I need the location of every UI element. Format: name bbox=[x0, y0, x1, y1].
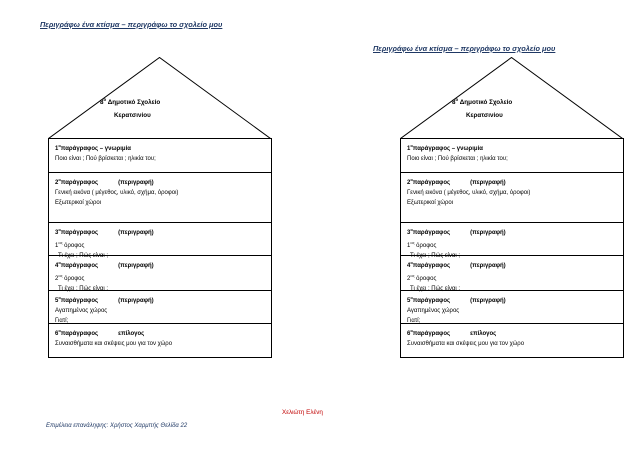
paragraph-subheading: (περιγραφή) bbox=[118, 180, 154, 186]
paragraph-heading-text: παράγραφος bbox=[60, 331, 99, 337]
school-place: Κερατσινίου bbox=[114, 112, 151, 120]
paragraph-heading bbox=[407, 225, 618, 238]
paragraph-ordinal: ο bbox=[410, 227, 413, 232]
paragraph-subheading: (περιγραφή) bbox=[470, 263, 506, 269]
paragraph-ordinal: ο bbox=[58, 227, 61, 232]
floor-label bbox=[407, 238, 618, 251]
floor-number: 2 bbox=[407, 276, 411, 282]
paragraph-content bbox=[49, 139, 271, 164]
paragraph-line: Τι έχει ; Πώς είναι ; bbox=[410, 286, 460, 292]
paragraph-box bbox=[400, 256, 624, 291]
school-number-ordinal: ο bbox=[103, 97, 107, 102]
paragraph-ordinal: ο bbox=[58, 143, 61, 148]
paragraph-content bbox=[49, 256, 271, 294]
paragraph-line: Ποιο είναι ; Πού βρίσκεται ; ηλικία του; bbox=[55, 156, 156, 162]
paragraph-number: 6 bbox=[55, 331, 59, 337]
paragraph-heading bbox=[55, 141, 266, 154]
floor-ordinal: ος bbox=[58, 240, 63, 245]
paragraph-number: 5 bbox=[55, 298, 59, 304]
paragraph-heading-text: παράγραφος bbox=[412, 263, 451, 269]
paragraph-heading-text: παράγραφος bbox=[60, 180, 99, 186]
floor-label bbox=[55, 271, 266, 284]
paragraph-subheading: (περιγραφή) bbox=[118, 230, 154, 236]
paragraph-heading-text: παράγραφος – γνωριμία bbox=[60, 146, 131, 152]
paragraph-heading bbox=[55, 326, 266, 339]
paragraph-box bbox=[400, 138, 624, 173]
paragraph-box bbox=[400, 291, 624, 324]
paragraph-heading-text: παράγραφος bbox=[412, 180, 451, 186]
floor-ordinal: ος bbox=[410, 273, 415, 278]
paragraph-ordinal: ο bbox=[410, 260, 413, 265]
floor-number: 1 bbox=[407, 243, 411, 249]
paragraph-subheading: (περιγραφή) bbox=[118, 263, 154, 269]
paragraph-heading-text: παράγραφος bbox=[60, 298, 99, 304]
paragraph-heading bbox=[407, 293, 618, 306]
paragraph-number: 1 bbox=[407, 146, 411, 152]
paragraph-heading bbox=[407, 141, 618, 154]
paragraph-number: 2 bbox=[55, 180, 59, 186]
paragraph-heading-text: παράγραφος bbox=[412, 331, 451, 337]
paragraph-box bbox=[48, 256, 272, 291]
school-number: 8 bbox=[452, 99, 456, 107]
paragraph-heading bbox=[407, 326, 618, 339]
paragraph-number: 4 bbox=[55, 263, 59, 269]
paragraph-subheading: (περιγραφή) bbox=[470, 230, 506, 236]
paragraph-line: Γιατί; bbox=[55, 318, 69, 324]
paragraph-line: Τι έχει ; Πώς είναι ; bbox=[58, 286, 108, 292]
paragraph-subheading: (περιγραφή) bbox=[470, 180, 506, 186]
floor-number: 1 bbox=[55, 243, 59, 249]
paragraph-ordinal: ο bbox=[410, 143, 413, 148]
floor-label bbox=[55, 238, 266, 251]
paragraph-content bbox=[401, 256, 623, 294]
paragraph-ordinal: ο bbox=[58, 177, 61, 182]
paragraph-number: 4 bbox=[407, 263, 411, 269]
paragraph-ordinal: ο bbox=[58, 260, 61, 265]
paragraph-subheading: (περιγραφή) bbox=[118, 298, 154, 304]
paragraph-line: Γενική εικόνα ( μέγεθος, υλικό, σχήμα, όροφοι) bbox=[407, 190, 531, 196]
school-place: Κερατσινίου bbox=[466, 112, 503, 120]
paragraph-content bbox=[401, 324, 623, 349]
school-name: Δημοτικό Σχολείο bbox=[107, 99, 161, 107]
floor-text: όροφος bbox=[64, 243, 85, 249]
floor-ordinal: ος bbox=[58, 273, 63, 278]
paragraph-content bbox=[49, 291, 271, 326]
floor-label bbox=[407, 271, 618, 284]
paragraph-box bbox=[48, 173, 272, 223]
paragraph-heading bbox=[55, 293, 266, 306]
school-name: Δημοτικό Σχολείο bbox=[459, 99, 513, 107]
paragraph-content bbox=[401, 173, 623, 208]
paragraph-heading-text: παράγραφος bbox=[412, 298, 451, 304]
paragraph-subheading: (περιγραφή) bbox=[470, 298, 506, 304]
paragraph-line: Ποιο είναι ; Πού βρίσκεται ; ηλικία του; bbox=[407, 156, 508, 162]
paragraph-box bbox=[48, 324, 272, 358]
paragraph-line: Τι έχει ; Πώς είναι ; bbox=[410, 253, 460, 259]
paragraph-ordinal: ο bbox=[410, 177, 413, 182]
paragraph-heading-text: παράγραφος – γνωριμία bbox=[412, 146, 483, 152]
paragraph-line: Αγαπημένος χώρος bbox=[55, 308, 108, 314]
paragraph-box bbox=[48, 223, 272, 259]
paragraph-box bbox=[400, 324, 624, 358]
paragraph-heading bbox=[55, 258, 266, 271]
footer-note: Επιμέλεια επανάληψης: Χρήστος Χαρμπής Θελίδα 22 bbox=[46, 423, 188, 429]
paragraph-number: 6 bbox=[407, 331, 411, 337]
page-title-right: Περιγράφω ένα κτίσμα – περιγράφω το σχολείο μου bbox=[373, 44, 556, 53]
paragraph-subheading: επίλογος bbox=[118, 331, 145, 337]
paragraph-ordinal: ο bbox=[410, 295, 413, 300]
paragraph-ordinal: ο bbox=[58, 328, 61, 333]
paragraph-content bbox=[401, 291, 623, 326]
paragraph-line: Συναισθήματα και σκέψεις μου για τον χώρο bbox=[407, 341, 525, 347]
paragraph-heading bbox=[55, 225, 266, 238]
paragraph-box bbox=[400, 223, 624, 259]
paragraph-number: 2 bbox=[407, 180, 411, 186]
paragraph-heading bbox=[55, 175, 266, 188]
paragraph-line: Τι έχει ; Πώς είναι ; bbox=[58, 253, 108, 259]
floor-text: όροφος bbox=[416, 243, 437, 249]
school-number: 8 bbox=[100, 99, 104, 107]
paragraph-ordinal: ο bbox=[58, 295, 61, 300]
paragraph-line: Εξωτερικοί χώροι bbox=[407, 200, 454, 206]
paragraph-content bbox=[49, 173, 271, 208]
author-name: Χελιώτη Ελένη bbox=[282, 409, 323, 416]
paragraph-number: 3 bbox=[55, 230, 59, 236]
floor-text: όροφος bbox=[416, 276, 437, 282]
school-name-line bbox=[452, 93, 512, 109]
paragraph-box bbox=[400, 173, 624, 223]
paragraph-line: Γενική εικόνα ( μέγεθος, υλικό, σχήμα, όροφοι) bbox=[55, 190, 179, 196]
school-label bbox=[100, 93, 160, 122]
floor-ordinal: ος bbox=[410, 240, 415, 245]
paragraph-heading-text: παράγραφος bbox=[412, 230, 451, 236]
paragraph-line: Αγαπημένος χώρος bbox=[407, 308, 460, 314]
paragraph-number: 1 bbox=[55, 146, 59, 152]
floor-text: όροφος bbox=[64, 276, 85, 282]
paragraph-box bbox=[48, 138, 272, 173]
paragraph-heading bbox=[407, 175, 618, 188]
floor-number: 2 bbox=[55, 276, 59, 282]
paragraph-number: 5 bbox=[407, 298, 411, 304]
paragraph-content bbox=[49, 324, 271, 349]
school-label bbox=[452, 93, 512, 122]
paragraph-content bbox=[401, 139, 623, 164]
paragraph-subheading: επίλογος bbox=[470, 331, 497, 337]
paragraph-heading-text: παράγραφος bbox=[60, 263, 99, 269]
paragraph-line: Συναισθήματα και σκέψεις μου για τον χώρο bbox=[55, 341, 173, 347]
paragraph-number: 3 bbox=[407, 230, 411, 236]
paragraph-heading-text: παράγραφος bbox=[60, 230, 99, 236]
paragraph-line: Γιατί; bbox=[407, 318, 421, 324]
paragraph-ordinal: ο bbox=[410, 328, 413, 333]
school-number-ordinal: ο bbox=[455, 97, 459, 102]
paragraph-box bbox=[48, 291, 272, 324]
paragraph-line: Εξωτερικοί χώροι bbox=[55, 200, 102, 206]
paragraph-heading bbox=[407, 258, 618, 271]
school-name-line bbox=[100, 93, 160, 109]
page-title-left: Περιγράφω ένα κτίσμα – περιγράφω το σχολείο μου bbox=[40, 20, 223, 29]
